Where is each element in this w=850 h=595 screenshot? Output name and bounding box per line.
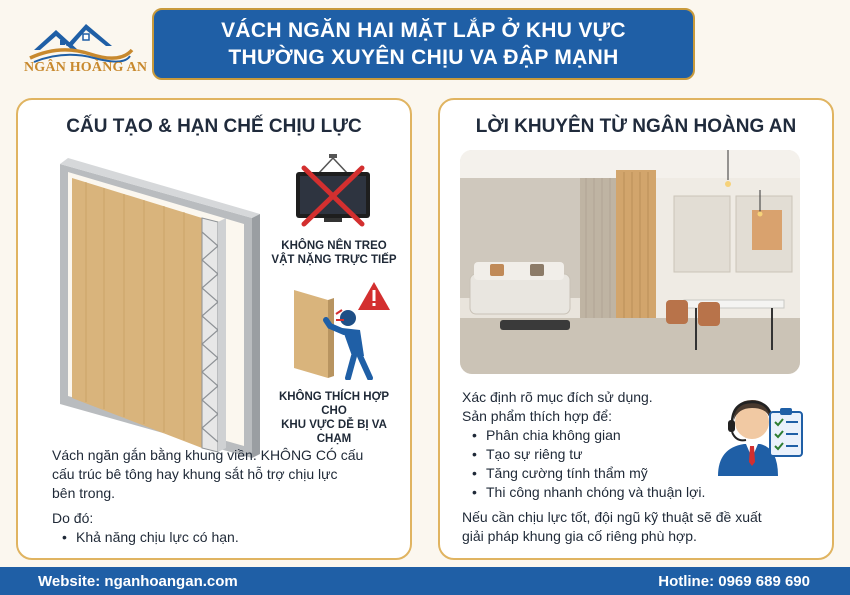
website-link[interactable]: Website: nganhoangan.com (38, 573, 238, 590)
advice-intro-2: Sản phẩm thích hợp để: (462, 408, 613, 424)
no-hanging-caption-line-2: VẬT NẶNG TRỰC TIẾP (271, 254, 397, 266)
list-item: • Tạo sự riêng tư (462, 445, 782, 464)
list-item: • Thi công nhanh chóng và thuận lợi. (462, 483, 782, 502)
title-line-1: VÁCH NGĂN HAI MẶT LẮP Ở KHU VỰC (221, 19, 626, 42)
living-room-photo (460, 150, 800, 374)
advice-panel (438, 98, 834, 560)
brand-name: NGÂN HOÀNG AN (24, 60, 148, 75)
no-heavy-hanging-icon (288, 152, 378, 232)
title-line-2: THƯỜNG XUYÊN CHỊU VA ĐẬP MẠNH (228, 46, 619, 69)
title-banner (152, 8, 695, 80)
impact-caption-line-2: KHU VỰC DỄ BỊ VA CHẠM (281, 419, 387, 445)
therefore-label: Do đó: (52, 510, 94, 526)
no-hanging-caption (268, 239, 400, 267)
impact-caption (268, 390, 400, 446)
advice-note-1: Nếu cần chịu lực tốt, đội ngũ kỹ thuật sẽ đề xuất (462, 509, 762, 525)
no-hanging-caption-line-1: KHÔNG NÊN TREO (281, 240, 387, 252)
desc-line-3: bên trong. (52, 485, 116, 501)
limitation-list (52, 528, 402, 547)
hotline-number[interactable]: Hotline: 0969 689 690 (658, 573, 810, 590)
list-item: • Phân chia không gian (462, 426, 782, 445)
advice-note-2: giải pháp khung gia cố riêng phù hợp. (462, 528, 697, 544)
desc-line-1: Vách ngăn gắn bằng khung viền. KHÔNG CÓ cấu (52, 447, 364, 463)
list-item: • Khả năng chịu lực có hạn. (52, 528, 402, 547)
impact-caption-line-1: KHÔNG THÍCH HỢP CHO (278, 391, 390, 417)
advice-intro-1: Xác định rõ mục đích sử dụng. (462, 389, 653, 405)
structure-panel (16, 98, 412, 560)
desc-line-2: cấu trúc bê tông hay khung sắt hỗ trợ chịu lực (52, 466, 338, 482)
impact-warning-icon (290, 280, 394, 380)
list-item: • Tăng cường tính thẩm mỹ (462, 464, 782, 483)
partition-frame-illustration (46, 152, 264, 472)
structure-panel-title: CẤU TẠO & HẠN CHẾ CHỊU LỰC (66, 116, 362, 137)
advice-panel-title: LỜI KHUYÊN TỪ NGÂN HOÀNG AN (475, 116, 797, 137)
support-agent-icon (712, 390, 804, 480)
structure-description (52, 446, 402, 547)
footer-bar (0, 567, 850, 595)
